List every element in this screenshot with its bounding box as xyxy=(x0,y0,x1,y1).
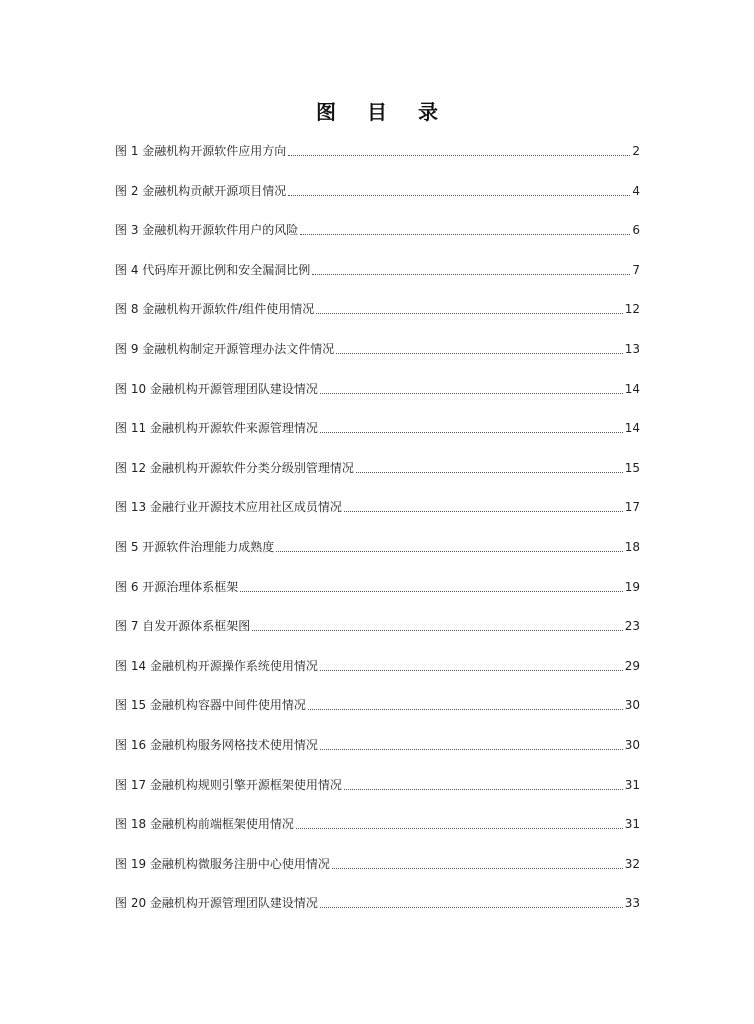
toc-entry-label: 图 17 金融机构规则引擎开源框架使用情况 xyxy=(115,777,342,792)
table-of-figures xyxy=(115,142,640,934)
dot-leader xyxy=(288,182,630,196)
toc-entry-label: 图 4 代码库开源比例和安全漏洞比例 xyxy=(115,262,311,277)
toc-entry-page: 31 xyxy=(624,817,640,832)
toc-entry[interactable] xyxy=(115,142,640,182)
toc-entry-page: 30 xyxy=(624,698,640,713)
toc-entry[interactable] xyxy=(115,855,640,895)
dot-leader xyxy=(312,261,630,275)
toc-entry-page: 6 xyxy=(632,223,640,238)
toc-entry-page: 29 xyxy=(624,658,640,673)
toc-entry[interactable] xyxy=(115,657,640,697)
toc-entry-page: 33 xyxy=(624,896,640,911)
toc-entry-label: 图 20 金融机构开源管理团队建设情况 xyxy=(115,896,318,911)
toc-entry[interactable] xyxy=(115,776,640,816)
dot-leader xyxy=(320,657,623,671)
toc-entry-page: 13 xyxy=(624,341,640,356)
toc-entry-label: 图 14 金融机构开源操作系统使用情况 xyxy=(115,658,318,673)
dot-leader xyxy=(344,498,623,512)
toc-entry-page: 14 xyxy=(624,381,640,396)
page-title: 图 目 录 xyxy=(316,100,450,124)
toc-entry-label: 图 9 金融机构制定开源管理办法文件情况 xyxy=(115,341,335,356)
toc-entry[interactable] xyxy=(115,617,640,657)
toc-entry-label: 图 11 金融机构开源软件来源管理情况 xyxy=(115,421,318,436)
dot-leader xyxy=(308,696,623,710)
toc-entry-page: 19 xyxy=(624,579,640,594)
toc-entry-page: 2 xyxy=(632,144,640,158)
toc-entry-page: 17 xyxy=(624,500,640,515)
toc-entry[interactable] xyxy=(115,340,640,380)
toc-entry-label: 图 16 金融机构服务网格技术使用情况 xyxy=(115,737,318,752)
toc-entry[interactable] xyxy=(115,815,640,855)
toc-entry[interactable] xyxy=(115,578,640,618)
toc-entry-label: 图 12 金融机构开源软件分类分级别管理情况 xyxy=(115,460,354,475)
toc-entry-page: 18 xyxy=(624,539,640,554)
dot-leader xyxy=(252,617,622,631)
toc-entry[interactable] xyxy=(115,221,640,261)
toc-entry-page: 14 xyxy=(624,421,640,436)
toc-entry-label: 图 6 开源治理体系框架 xyxy=(115,579,239,594)
toc-entry-page: 15 xyxy=(624,460,640,475)
toc-entry-label: 图 7 自发开源体系框架图 xyxy=(115,619,251,634)
toc-entry-label: 图 5 开源软件治理能力成熟度 xyxy=(115,539,275,554)
toc-entry-label: 图 10 金融机构开源管理团队建设情况 xyxy=(115,381,318,396)
toc-entry[interactable] xyxy=(115,894,640,934)
toc-entry[interactable] xyxy=(115,380,640,420)
dot-leader xyxy=(336,340,622,354)
dot-leader xyxy=(320,380,623,394)
toc-entry-label: 图 3 金融机构开源软件用户的风险 xyxy=(115,223,299,238)
toc-entry[interactable] xyxy=(115,182,640,222)
toc-entry-label: 图 8 金融机构开源软件/组件使用情况 xyxy=(115,302,315,317)
toc-entry-label: 图 13 金融行业开源技术应用社区成员情况 xyxy=(115,500,342,515)
dot-leader xyxy=(300,221,630,235)
toc-entry-page: 23 xyxy=(624,619,640,634)
toc-entry-label: 图 15 金融机构容器中间件使用情况 xyxy=(115,698,306,713)
dot-leader xyxy=(240,578,622,592)
toc-entry-page: 7 xyxy=(632,262,640,277)
dot-leader xyxy=(320,894,623,908)
dot-leader xyxy=(320,419,623,433)
dot-leader xyxy=(276,538,622,552)
toc-entry[interactable] xyxy=(115,419,640,459)
dot-leader xyxy=(344,776,623,790)
toc-entry[interactable] xyxy=(115,261,640,301)
toc-entry-page: 31 xyxy=(624,777,640,792)
dot-leader xyxy=(288,142,630,156)
toc-entry[interactable] xyxy=(115,736,640,776)
toc-entry[interactable] xyxy=(115,538,640,578)
toc-entry-label: 图 2 金融机构贡献开源项目情况 xyxy=(115,183,287,198)
toc-entry[interactable] xyxy=(115,696,640,736)
dot-leader xyxy=(296,815,623,829)
toc-entry-page: 30 xyxy=(624,737,640,752)
dot-leader xyxy=(356,459,623,473)
dot-leader xyxy=(320,736,623,750)
toc-entry-label: 图 1 金融机构开源软件应用方向 xyxy=(115,144,287,158)
toc-entry-page: 4 xyxy=(632,183,640,198)
dot-leader xyxy=(316,300,622,314)
toc-entry-page: 12 xyxy=(624,302,640,317)
toc-entry-page: 32 xyxy=(624,856,640,871)
toc-entry-label: 图 19 金融机构微服务注册中心使用情况 xyxy=(115,856,330,871)
toc-entry[interactable] xyxy=(115,459,640,499)
toc-entry[interactable] xyxy=(115,498,640,538)
toc-entry[interactable] xyxy=(115,300,640,340)
toc-entry-label: 图 18 金融机构前端框架使用情况 xyxy=(115,817,294,832)
dot-leader xyxy=(332,855,623,869)
